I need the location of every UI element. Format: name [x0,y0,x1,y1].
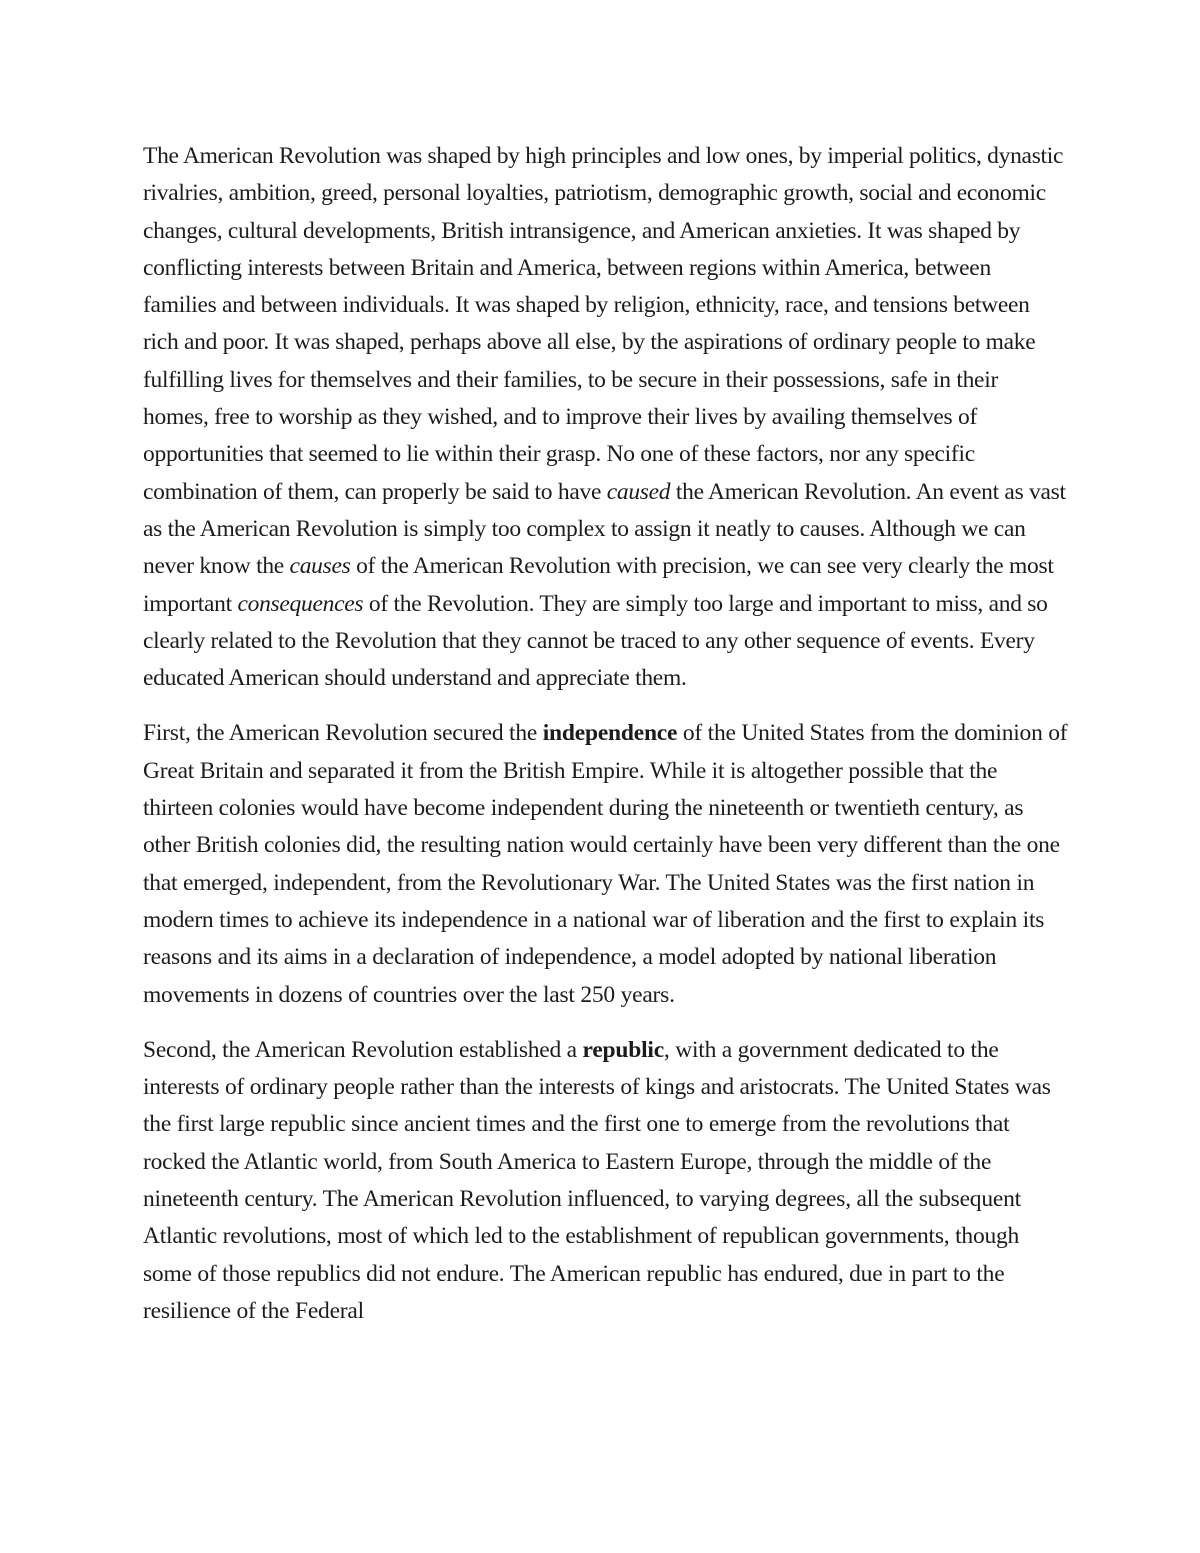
paragraph-text: of the American Revolution with precision, we can see very clearly the most important [143,553,1054,617]
paragraph-text: of the Revolution. They are simply too large and important to miss, and so clearly related to the Revolution that they cannot be traced to any other sequence of events. Every educated American should understand and appreciate them. [143,590,1048,692]
paragraph-revolution-causes [143,138,1068,697]
paragraph-text: First, the American Revolution secured the [143,720,543,747]
body-text [143,138,1068,1348]
paragraph-text: the American Revolution. An event as vast as the American Revolution is simply too complex to assign it neatly to causes. Although we can never know the [143,478,1066,580]
paragraph-independence [143,715,1068,1013]
bold-term: independence [542,720,678,747]
emphasis-text: caused [606,478,671,505]
emphasis-text: causes [289,553,351,580]
paragraph-text: , with a government dedicated to the interests of ordinary people rather than the interests of kings and aristocrats. The United States was the first large republic since ancient times and the first one to emerge from the revolutions that rocked the Atlantic world, from South America to Eastern Europe, through the middle of the nineteenth century. The American Revolution influenced, to varying degrees, all the subsequent Atlantic revolutions, most of which led to the establishment of republican governments, though some of those republics did not endure. The American republic has endured, due in part to the resilience of the Federal [143,1036,1051,1324]
emphasis-text: consequences [237,590,364,617]
paragraph-text: Second, the American Revolution established a [143,1036,583,1063]
bold-term: republic [582,1036,664,1063]
paragraph-text: The American Revolution was shaped by high principles and low ones, by imperial politics, dynastic rivalries, ambition, greed, personal loyalties, patriotism, demographic growth, social and economic changes, cultural developments, British intransigence, and American anxieties. It was shaped by conflicting interests between Britain and America, between regions within America, between families and between individuals. It was shaped by religion, ethnicity, race, and tensions between rich and poor. It was shaped, perhaps above all else, by the aspirations of ordinary people to make fulfilling lives for themselves and their families, to be secure in their possessions, safe in their homes, free to worship as they wished, and to improve their lives by availing themselves of opportunities that seemed to lie within their grasp. No one of these factors, nor any specific combination of them, can properly be said to have [143,143,1064,505]
paragraph-republic [143,1032,1068,1330]
paragraph-text: of the United States from the dominion of Great Britain and separated it from the British Empire. While it is altogether possible that the thirteen colonies would have become independent during the nineteenth or twentieth century, as other British colonies did, the resulting nation would certainly have been very different than the one that emerged, independent, from the Revolutionary War. The United States was the first nation in modern times to achieve its independence in a national war of liberation and the first to explain its reasons and its aims in a declaration of independence, a model adopted by national liberation movements in dozens of countries over the last 250 years. [143,720,1068,1008]
